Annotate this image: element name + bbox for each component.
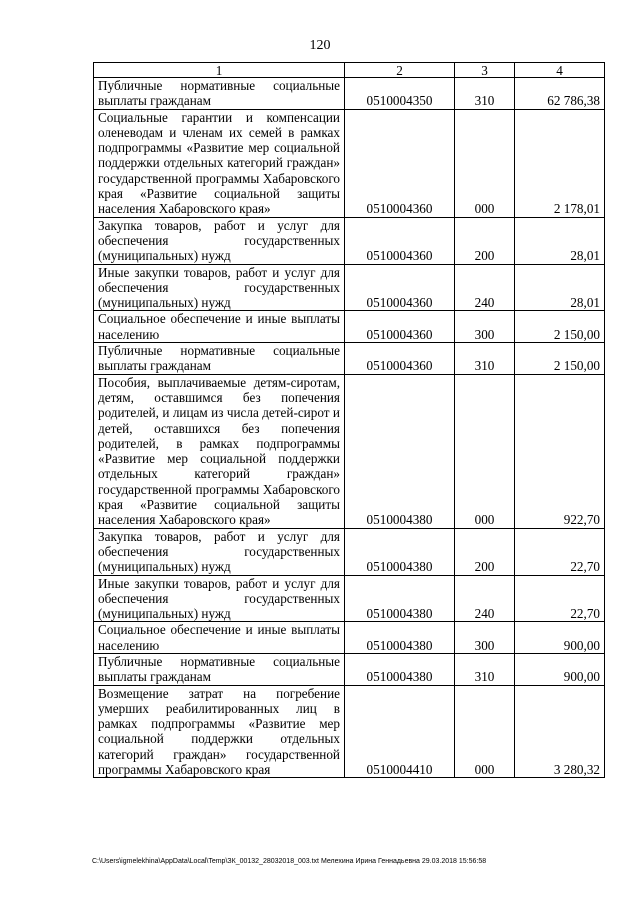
- table-row: [94, 685, 605, 778]
- header-col-3: 3: [455, 63, 515, 78]
- row-name: Иные закупки товаров, работ и услуг для обеспечения государственных (муниципальных) нужд: [94, 264, 345, 311]
- row-amount: 922,70: [515, 374, 605, 528]
- row-code: 0510004350: [345, 78, 455, 110]
- row-name: Пособия, выплачиваемые детям-сиротам, детям, оставшимся без попечения родителей, и лицам из числа детей-сирот и детей, оставшихся без попечения родителей, в рамках подпрограммы «Развитие мер социальной поддержки отдельных категорий граждан» государственной программы Хабаровского края «Развитие социальной защиты населения Хабаровского края»: [94, 374, 345, 528]
- row-code: 0510004360: [345, 217, 455, 264]
- row-code: 0510004360: [345, 343, 455, 375]
- row-amount: 28,01: [515, 217, 605, 264]
- row-name: Публичные нормативные социальные выплаты гражданам: [94, 78, 345, 110]
- row-code: 0510004410: [345, 685, 455, 778]
- row-type: 300: [455, 622, 515, 654]
- row-amount: 62 786,38: [515, 78, 605, 110]
- row-code: 0510004380: [345, 374, 455, 528]
- table-header-row: [94, 63, 605, 78]
- row-type: 310: [455, 78, 515, 110]
- row-amount: 2 150,00: [515, 311, 605, 343]
- file-path-footer: C:\Users\igmelekhina\AppData\Local\Temp\ЗК_00132_28032018_003.txt Мелехина Ирина Геннадьевна 29.03.2018 15:56:58: [92, 858, 487, 865]
- row-code: 0510004360: [345, 311, 455, 343]
- row-code: 0510004380: [345, 575, 455, 622]
- row-type: 310: [455, 653, 515, 685]
- table-row: [94, 311, 605, 343]
- page-number: 120: [309, 38, 331, 53]
- row-code: 0510004360: [345, 109, 455, 217]
- row-type: 240: [455, 575, 515, 622]
- row-name: Публичные нормативные социальные выплаты гражданам: [94, 653, 345, 685]
- row-amount: 3 280,32: [515, 685, 605, 778]
- row-type: 000: [455, 374, 515, 528]
- table-row: [94, 528, 605, 575]
- row-name: Иные закупки товаров, работ и услуг для обеспечения государственных (муниципальных) нужд: [94, 575, 345, 622]
- row-type: 000: [455, 109, 515, 217]
- row-code: 0510004380: [345, 528, 455, 575]
- table-row: [94, 653, 605, 685]
- row-name: Закупка товаров, работ и услуг для обеспечения государственных (муниципальных) нужд: [94, 528, 345, 575]
- row-type: 300: [455, 311, 515, 343]
- row-code: 0510004380: [345, 653, 455, 685]
- table-row: [94, 78, 605, 110]
- table-row: [94, 217, 605, 264]
- row-amount: 900,00: [515, 653, 605, 685]
- row-amount: 2 150,00: [515, 343, 605, 375]
- row-type: 240: [455, 264, 515, 311]
- row-code: 0510004360: [345, 264, 455, 311]
- row-name: Социальное обеспечение и иные выплаты населению: [94, 622, 345, 654]
- row-type: 200: [455, 217, 515, 264]
- row-name: Социальное обеспечение и иные выплаты населению: [94, 311, 345, 343]
- row-code: 0510004380: [345, 622, 455, 654]
- table-row: [94, 575, 605, 622]
- row-name: Возмещение затрат на погребение умерших реабилитированных лиц в рамках подпрограммы «Развитие мер социальной поддержки отдельных категорий граждан» государственной программы Хабаровского края: [94, 685, 345, 778]
- header-col-2: 2: [345, 63, 455, 78]
- header-col-1: 1: [94, 63, 345, 78]
- table-row: [94, 343, 605, 375]
- table-row: [94, 622, 605, 654]
- row-type: 200: [455, 528, 515, 575]
- row-type: 000: [455, 685, 515, 778]
- table-row: [94, 374, 605, 528]
- row-name: Социальные гарантии и компенсации оленеводам и членам их семей в рамках подпрограммы «Развитие мер социальной поддержки отдельных категорий граждан» государственной программы Хабаровского края «Развитие социальной защиты населения Хабаровского края»: [94, 109, 345, 217]
- budget-table: [93, 62, 605, 778]
- table-row: [94, 264, 605, 311]
- row-amount: 22,70: [515, 575, 605, 622]
- row-amount: 28,01: [515, 264, 605, 311]
- table-row: [94, 109, 605, 217]
- row-type: 310: [455, 343, 515, 375]
- row-name: Публичные нормативные социальные выплаты гражданам: [94, 343, 345, 375]
- row-amount: 900,00: [515, 622, 605, 654]
- row-name: Закупка товаров, работ и услуг для обеспечения государственных (муниципальных) нужд: [94, 217, 345, 264]
- row-amount: 22,70: [515, 528, 605, 575]
- row-amount: 2 178,01: [515, 109, 605, 217]
- header-col-4: 4: [515, 63, 605, 78]
